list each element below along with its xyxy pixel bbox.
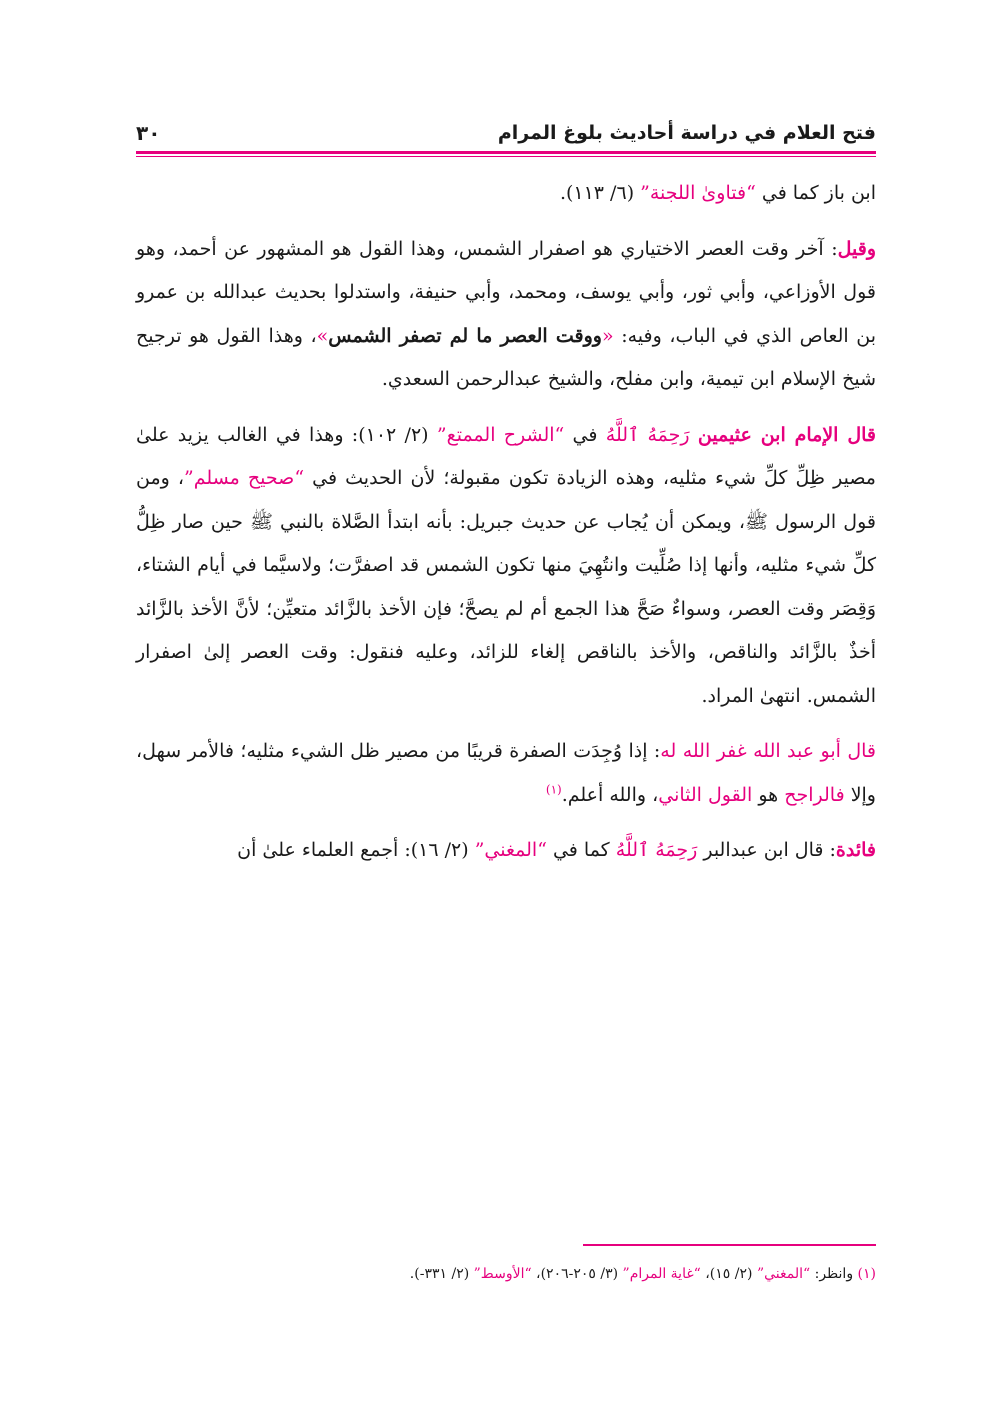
- author-label: قال أبو عبد الله غفر الله له: [660, 740, 876, 762]
- paragraph-2: وقيل: آخر وقت العصر الاختياري هو اصفرار الشمس، وهذا القول هو المشهور عن أحمد، وهو قول الأوزاعي، وأبي ثور، وأبي يوسف، ومحمد، وأبي حنيفة، واستدلوا بحديث عبدالله بن عمرو بن العاص الذي في الباب، وفيه: «ووقت العصر ما لم تصفر الشمس»، وهذا القول هو ترجيح شيخ الإسلام ابن تيمية، وابن مفلح، والشيخ عبدالرحمن السعدي.: [136, 237, 876, 390]
- paragraph-4: قال أبو عبد الله غفر الله له: إذا وُجِدَت الصفرة قريبًا من مصير ظل الشيء مثليه؛ فالأمر سهل، وإلا فالراجح هو القول الثاني، والله أعلم.$^{(١)}$: [136, 740, 876, 806]
- paragraph-5: فائدة: قال ابن عبدالبر رَحِمَهُ ٱللَّهُ كما في “المغني” (٢/ ١٦): أجمع العلماء علىٰ أن: [237, 839, 876, 861]
- quoted-title: “صحيح مسلم”: [184, 467, 305, 489]
- main-text: [136, 172, 876, 873]
- book-title: فتح العلام في دراسة أحاديث بلوغ المرام: [497, 122, 876, 144]
- header-rule-thin: [136, 156, 876, 157]
- quoted-title: “الشرح الممتع”: [436, 423, 565, 446]
- running-header: [136, 118, 876, 158]
- footnote-divider: [583, 1244, 876, 1246]
- footnote-ref[interactable]: (١): [545, 782, 562, 797]
- honorific: رَحِمَهُ ٱللَّهُ: [597, 423, 698, 446]
- lead-term: فائدة: [835, 839, 876, 861]
- footnote: (١) وانظر: “المغني” (٢/ ١٥)، “غاية المرام” (٣/ ٢٠٥-٢٠٦)، “الأوسط” (٢/ ٣٣١-).: [409, 1266, 876, 1282]
- quoted-title: “المغني”: [474, 839, 547, 861]
- honorific: رَحِمَهُ ٱللَّهُ: [609, 839, 704, 861]
- header-rule-thick: [136, 151, 876, 154]
- paragraph-1: ابن باز كما في “فتاوىٰ اللجنة” (٦/ ١١٣).: [559, 182, 876, 204]
- quoted-title: “فتاوىٰ اللجنة”: [640, 182, 756, 204]
- lead-term: قال الإمام ابن عثيمين: [697, 423, 877, 446]
- page-number: ٣٠: [136, 121, 161, 145]
- lead-term: وقيل: [837, 237, 876, 260]
- paragraph-3: قال الإمام ابن عثيمين رَحِمَهُ ٱللَّهُ في “الشرح الممتع” (٢/ ١٠٢): وهذا في الغالب يزيد علىٰ مصير ظِلِّ كلِّ شيء مثليه، وهذه الزيادة تكون مقبولة؛ لأن الحديث في “صحيح مسلم”، ومن قول الرسول ﷺ، ويمكن أن يُجاب عن حديث جبريل: بأنه ابتدأ الصَّلاة بالنبي ﷺ حين صار ظِلُّ كلِّ شيء مثليه، وأنها إذا صُلِّيت وانتُهِيَ منها تكون الشمس قد اصفرَّت؛ ولاسيَّما في أيام الشتاء، وَقِصَر وقت العصر، وسواءٌ صَحَّ هذا الجمع أم لم يصحَّ؛ فإن الأخذ بالزَّائد متعيِّن؛ لأنَّ الأخذ بالزَّائد أخذٌ بالزَّائد والناقص، والأخذ بالناقص إلغاء للزائد، وعليه فنقول: وقت العصر إلىٰ اصفرار الشمس. انتهىٰ المراد.: [136, 423, 877, 707]
- hadith-quote: ووقت العصر ما لم تصفر الشمس: [328, 324, 602, 347]
- footnote-marker: (١): [857, 1266, 876, 1282]
